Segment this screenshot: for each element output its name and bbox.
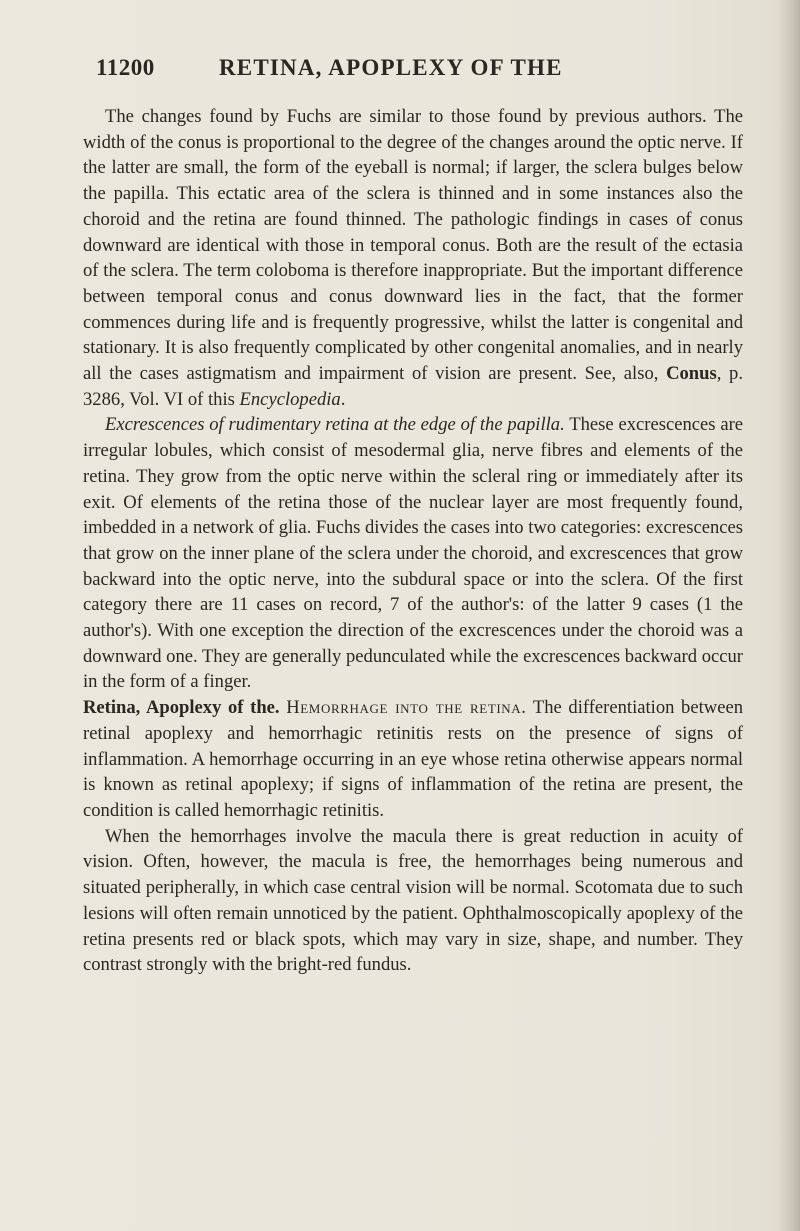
page-number: 11200 xyxy=(96,55,155,80)
entry-heading: Retina, Apoplexy of the. xyxy=(83,697,280,719)
running-header xyxy=(96,55,746,85)
running-title: RETINA, APOPLEXY OF THE xyxy=(219,55,563,80)
paragraph-excrescences xyxy=(83,412,743,695)
entry-text: The differentiation between retinal apoplexy and hemorrhagic retinitis rests on the presence of signs of inflammation. A hemorrhage occurring in an eye whose retina otherwise appears normal is known as retinal apoplexy; if signs of inflammation of the retina are present, the condition is called hemorrhagic retinitis. xyxy=(83,697,744,821)
page-edge-shadow xyxy=(778,0,800,1231)
paragraph-excrescences-text: These excrescences are irregular lobules, which consist of mesodermal glia, nerve fibres and elements of the retina. They grow from the optic nerve within the scleral ring or immediately after its exit. Of elements of the retina those of the nuclear layer are most frequently found, imbedded in a network of glia. Fuchs divides the cases into two categories: excrescences that grow on the inner plane of the sclera under the choroid, and excrescences that grow backward into the optic nerve, into the subdural space or into the sclera. Of the first category there are 11 cases on record, 7 of the author's: of the latter 9 cases (1 the author's). With one exception the direction of the excrescences under the choroid was a downward one. They are generally pedunculated while the excrescences backward occur in the form of a finger. xyxy=(83,414,744,693)
cross-reference-term: Conus xyxy=(666,363,717,385)
entry-subheading: Hemorrhage into the retina. xyxy=(286,697,527,719)
paragraph-conus xyxy=(83,104,743,412)
entry-retina-apoplexy xyxy=(83,695,743,824)
paragraph-conus-text: The changes found by Fuchs are similar to those found by previous authors. The width of the conus is proportional to the degree of the changes around the optic nerve. If the latter are small, the form of the eyeball is normal; if larger, the sclera bulges below the papilla. This ectatic area of the sclera is thinned and in some instances also the choroid and the retina are found thinned. The pathologic findings in cases of conus downward are identical with those in temporal conus. Both are the result of the ectasia of the sclera. The term coloboma is therefore inappropriate. But the important difference between temporal conus and conus downward lies in the fact, that the former commences during life and is frequently progressive, whilst the latter is congenital and stationary. It is also frequently complicated by other congenital anomalies, and in nearly all the cases astigmatism and impairment of vision are present. See, also, xyxy=(83,106,743,385)
paragraph-macula-text: When the hemorrhages involve the macula there is great reduction in acuity of vision. Often, however, the macula is free, the hemorrhages being numerous and situated peripherally, in which case central vision will be normal. Scotomata due to such lesions will often remain unnoticed by the patient. Ophthalmoscopically apoplexy of the retina presents red or black spots, which may vary in size, shape, and number. They contrast strongly with the bright-red fundus. xyxy=(83,825,743,976)
paragraph-macula xyxy=(83,824,743,978)
cross-reference-location: , p. 3286, Vol. VI of this xyxy=(83,363,743,410)
paragraph-conus-end: . xyxy=(340,388,346,410)
work-title: Encyclopedia xyxy=(239,388,341,410)
excrescences-heading: Excrescences of rudimentary retina at the edge of the papilla. xyxy=(105,414,565,436)
body-text xyxy=(83,104,743,978)
